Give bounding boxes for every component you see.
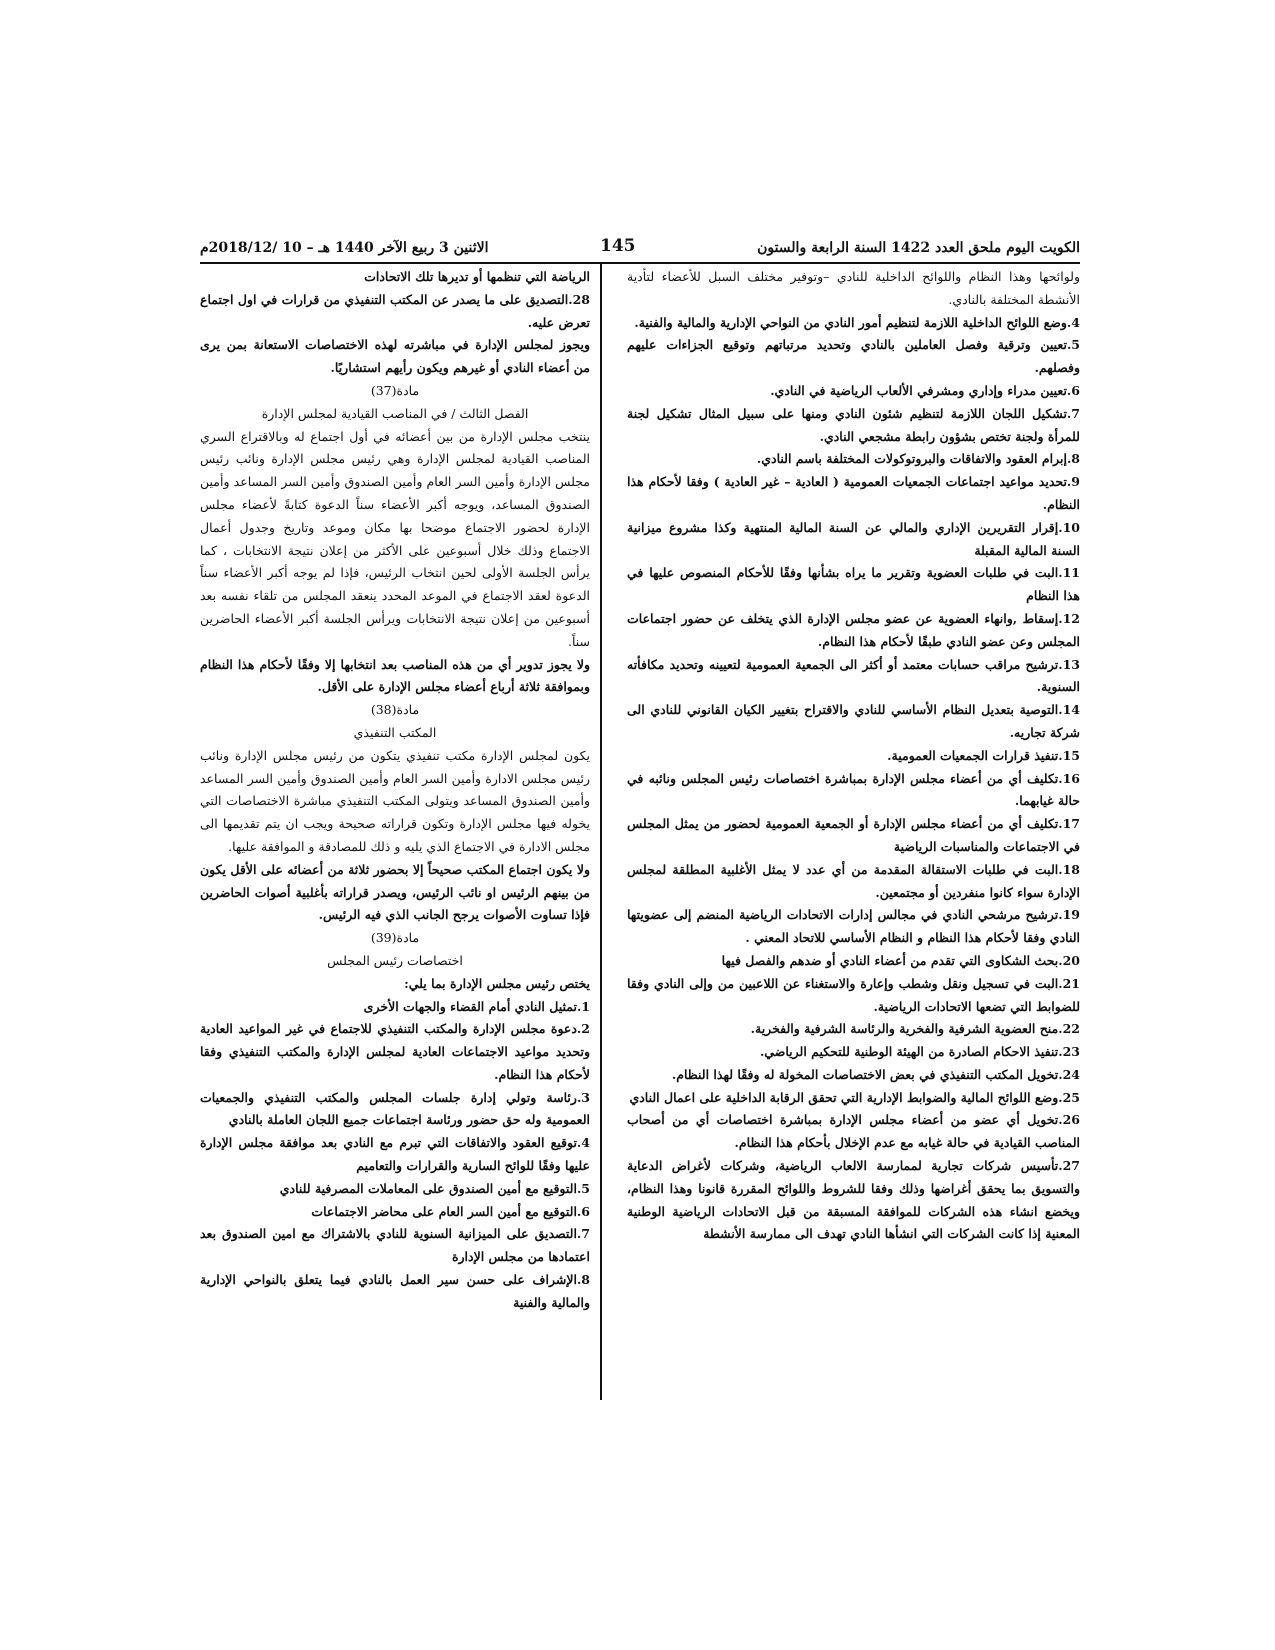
list-item: 8.الإشراف على حسن سير العمل بالنادي فيما يتعلق بالنواحي الإدارية والمالية والفنية: [200, 1272, 590, 1310]
publication-title: الكويت اليوم ملحق العدد 1422 السنة الرابعة والستون: [757, 240, 1080, 256]
list-item: 3.رئاسة وتولي إدارة جلسات المجلس والمكتب التنفيذي والجمعيات العمومية وله حق حضور ورئاسة اجتماعات جميع اللجان العاملة بالنادي: [200, 1089, 590, 1128]
list-item: 19.ترشيح مرشحي النادي في مجالس إدارات الاتحادات الرياضية المنضم إلى عضويتها النادي وفقا لأحكام هذا النظام و النظام الأساسي للاتحاد المعني .: [627, 907, 1080, 946]
paragraph: ولوائحها وهذا النظام واللوائح الداخلية للنادي –وتوفير مختلف السبل للأعضاء لتأدية الأنشطة المختلفة بالنادي.: [627, 269, 1080, 307]
list-item: 12.إسقاط ,وانهاء العضوية عن عضو مجلس الإدارة الذي يتخلف عن حضور اجتماعات المجلس وعن عضو النادي طبقًا لأحكام هذا النظام.: [627, 610, 1080, 649]
list-item: 6.تعيين مدراء وإداري ومشرفي الألعاب الرياضية في النادي.: [770, 382, 1080, 398]
paragraph: ولا يكون اجتماع المكتب صحيحاً إلا بحضور ثلاثة من أعضائه على الأقل يكون من بينهم الرئيس او نائب الرئيس، ويصدر قراراته بأغلبية أصوات الحاضرين فإذا تساوت الأصوات يرجح الجانب الذي فيه الرئيس.: [200, 861, 590, 923]
section-heading: اختصاصات رئيس المجلس: [327, 952, 463, 968]
section-heading: الفصل الثالث / في المناصب القيادية لمجلس الإدارة: [261, 405, 529, 421]
paragraph: ينتخب مجلس الإدارة من بين أعضائه في أول اجتماع له وبالاقتراع السري المناصب القيادية لمجلس الإدارة وهي رئيس مجلس الإدارة ونائب رئيس مجلس الإدارة وأمين السر العام وأمين الصندوق وأمين السر المساعد وأمين الصندوق المساعد، ويوجه أكبر الأعضاء سناً الدعوة كتابةً لأعضاء مجلس الإدارة لحضور الاجتماع موضحا بها مكان وموعد وتاريخ وجدول أعمال الاجتماع وذلك خلال أسبوعين على الأكثر من إعلان نتيجة الانتخابات ، كما يرأس الجلسة الأولى لحين انتخاب الرئيس، فإذا لم يوجه أكبر الأعضاء سناً الدعوة لعقد الاجتماع في الموعد المحدد ينعقد المجلس من تلقاء نفسه بعد أسبوعين من إعلان نتيجة الانتخابات ويرأس الجلسة أكبر الأعضاء الحاضرين سناً.: [200, 428, 590, 649]
list-item: 13.ترشيح مراقب حسابات معتمد أو أكثر الى الجمعية العمومية لتعيينه وتحديد مكافأته السنوية.: [627, 656, 1080, 695]
list-item: 23.تنفيذ الاحكام الصادرة من الهيئة الوطنية للتحكيم الرياضي.: [759, 1044, 1080, 1060]
paragraph: ويجوز لمجلس الإدارة في مباشرته لهذه الاختصاصات الاستعانة بمن يرى من أعضاء النادي أو غيرهم ويكون رأيهم استشاريًا.: [200, 337, 590, 376]
article-heading: مادة(38): [370, 702, 420, 718]
list-item: 7.تشكيل اللجان اللازمة لتنظيم شئون النادي ومنها على سبيل المثال تشكيل لجنة للمرأة ولجنة تختص بشؤون رابطة مشجعي النادي.: [627, 405, 1080, 444]
list-item: 22.منح العضوية الشرفية والفخرية والرئاسة الشرفية والفخرية.: [750, 1021, 1080, 1037]
page-header: [200, 236, 1080, 262]
list-item: 6.التوقيع مع أمين السر العام على محاضر الاجتماعات: [311, 1203, 590, 1219]
list-item: 5.التوقيع مع أمين الصندوق على المعاملات المصرفية للنادي: [279, 1180, 590, 1196]
list-item: 18.البت في طلبات الاستقالة المقدمة من أي عدد لا يمثل الأغلبية المطلقة لمجلس الإدارة سواء كانوا منفردين أو مجتمعين.: [627, 861, 1080, 900]
section-heading: المكتب التنفيذي: [353, 724, 437, 740]
list-item: 28.التصديق على ما يصدر عن المكتب التنفيذي من قرارات في اول اجتماع تعرض عليه.: [200, 291, 590, 330]
list-item: 11.البت في طلبات العضوية وتقرير ما يراه بشأنها وفقًا للأحكام المنصوص عليها في هذا النظام: [627, 565, 1080, 604]
list-item: 4.توقيع العقود والاتفاقات التي تبرم مع النادي بعد موافقة مجلس الإدارة عليها وفقًا للوائح السارية والقرارات والتعاميم: [200, 1135, 590, 1174]
list-item: 2.دعوة مجلس الإدارة والمكتب التنفيذي للاجتماع في غير المواعيد العادية وتحديد مواعيد الاجتماعات العادية لمجلس الإدارة والمكتب التنفيذي وفقا لأحكام هذا النظام.: [200, 1021, 590, 1082]
left-column: [200, 266, 590, 1315]
list-item: 24.تخويل المكتب التنفيذي في بعض الاختصاصات المخولة له وفقًا لهذا النظام.: [671, 1066, 1080, 1082]
list-item: 27.تأسيس شركات تجارية لممارسة الالعاب الرياضية، وشركات لأغراض الدعاية والتسويق بما يحقق أغراضها وذلك وفقا للشروط واللوائح المقررة قانونا وهذا النظام، ويخضع انشاء هذه الشركات للموافقة المسبقة من قبل الاتحادات الرياضية الوطنية المعنية إذا كانت الشركات التي انشأها النادي تهدف الى ممارسة الأنشطة: [627, 1158, 1080, 1242]
list-item: 16.تكليف أي من أعضاء مجلس الإدارة بمباشرة اختصاصات رئيس المجلس ونائبه في حالة غيابهما.: [627, 770, 1080, 809]
list-item: 21.البت في تسجيل ونقل وشطب وإعارة والاستغناء عن اللاعبين من وإلى النادي وفقا للضوابط التي تضعها الاتحادات الرياضية.: [627, 975, 1080, 1014]
paragraph: الرياضة التي تنظمها أو تديرها تلك الاتحادات: [364, 269, 590, 284]
article-heading: مادة(37): [370, 382, 420, 398]
paragraph: يختص رئيس مجلس الإدارة بما يلي:: [404, 975, 590, 991]
paragraph: ولا يجوز تدوير أي من هذه المناصب بعد انتخابها إلا وفقًا لأحكام هذا النظام وبموافقة ثلاثة أرباع أعضاء مجلس الإدارة على الأقل.: [200, 656, 590, 695]
header-rule: [200, 262, 1080, 264]
list-item: 15.تنفيذ قرارات الجمعيات العمومية.: [887, 747, 1080, 763]
list-item: 9.تحديد مواعيد اجتماعات الجمعيات العمومية ( العادية – غير العادية ) وفقا لأحكام هذا النظام.: [627, 474, 1080, 512]
list-item: 10.إقرار التقريرين الإداري والمالي عن السنة المالية المنتهية وكذا مشروع ميزانية السنة المالية المقبلة: [627, 519, 1080, 558]
list-item: 8.إبرام العقود والاتفاقات والبروتوكولات المختلفة باسم النادي.: [756, 451, 1080, 467]
list-item: 26.تخويل أي عضو من أعضاء مجلس الإدارة بمباشرة اختصاصات أي من أصحاب المناصب القيادية في حالة غيابه مع عدم الإخلال بأحكام هذا النظام.: [627, 1112, 1080, 1151]
list-item: 14.التوصية بتعديل النظام الأساسي للنادي والاقتراح بتغيير الكيان القانوني للنادي الى شركة تجاريه.: [627, 702, 1080, 740]
list-item: 7.التصديق على الميزانية السنوية للنادي بالاشتراك مع امين الصندوق بعد اعتمادها من مجلس الإدارة: [200, 1226, 590, 1265]
issue-date: الاثنين 3 ربيع الآخر 1440 هـ – 10 /2018/12م: [200, 240, 489, 256]
list-item: 17.تكليف أي من أعضاء مجلس الإدارة أو الجمعية العمومية لحضور من يمثل المجلس في الاجتماعات والمناسبات الرياضية: [627, 816, 1080, 854]
paragraph: يكون لمجلس الإدارة مكتب تنفيذي يتكون من رئيس مجلس الإدارة ونائب رئيس مجلس الادارة وأمين السر العام وأمين الصندوق وأمين السر المساعد وأمين الصندوق المساعد ويتولى المكتب التنفيذي مباشرة الاختصاصات التي يخوله فيها مجلس الإدارة وتكون قراراته صحيحة ويجب ان يتم تقديمها الى مجلس الادارة في الاجتماع الذي يليه و ذلك للمصادقة و الموافقة عليها.: [200, 747, 590, 854]
list-item: 5.تعيين وترقية وفصل العاملين بالنادي وتحديد مرتباتهم وتوقيع الجزاءات عليهم وفصلهم.: [627, 337, 1080, 376]
list-item: 1.تمثيل النادي أمام القضاء والجهات الأخرى: [363, 998, 590, 1014]
article-heading: مادة(39): [370, 930, 420, 946]
list-item: 4.وضع اللوائح الداخلية اللازمة لتنظيم أمور النادي من النواحي الإدارية والمالية والفنية.: [634, 314, 1080, 330]
list-item: 25.وضع اللوائح المالية والضوابط الإدارية التي تحقق الرقابة الداخلية على اعمال النادي: [629, 1089, 1080, 1105]
page-number: 145: [600, 236, 636, 256]
list-item: 20.بحث الشكاوى التي تقدم من أعضاء النادي أو ضدهم والفصل فيها: [721, 952, 1080, 968]
right-column: [627, 266, 1080, 1246]
column-divider: [600, 264, 602, 1400]
